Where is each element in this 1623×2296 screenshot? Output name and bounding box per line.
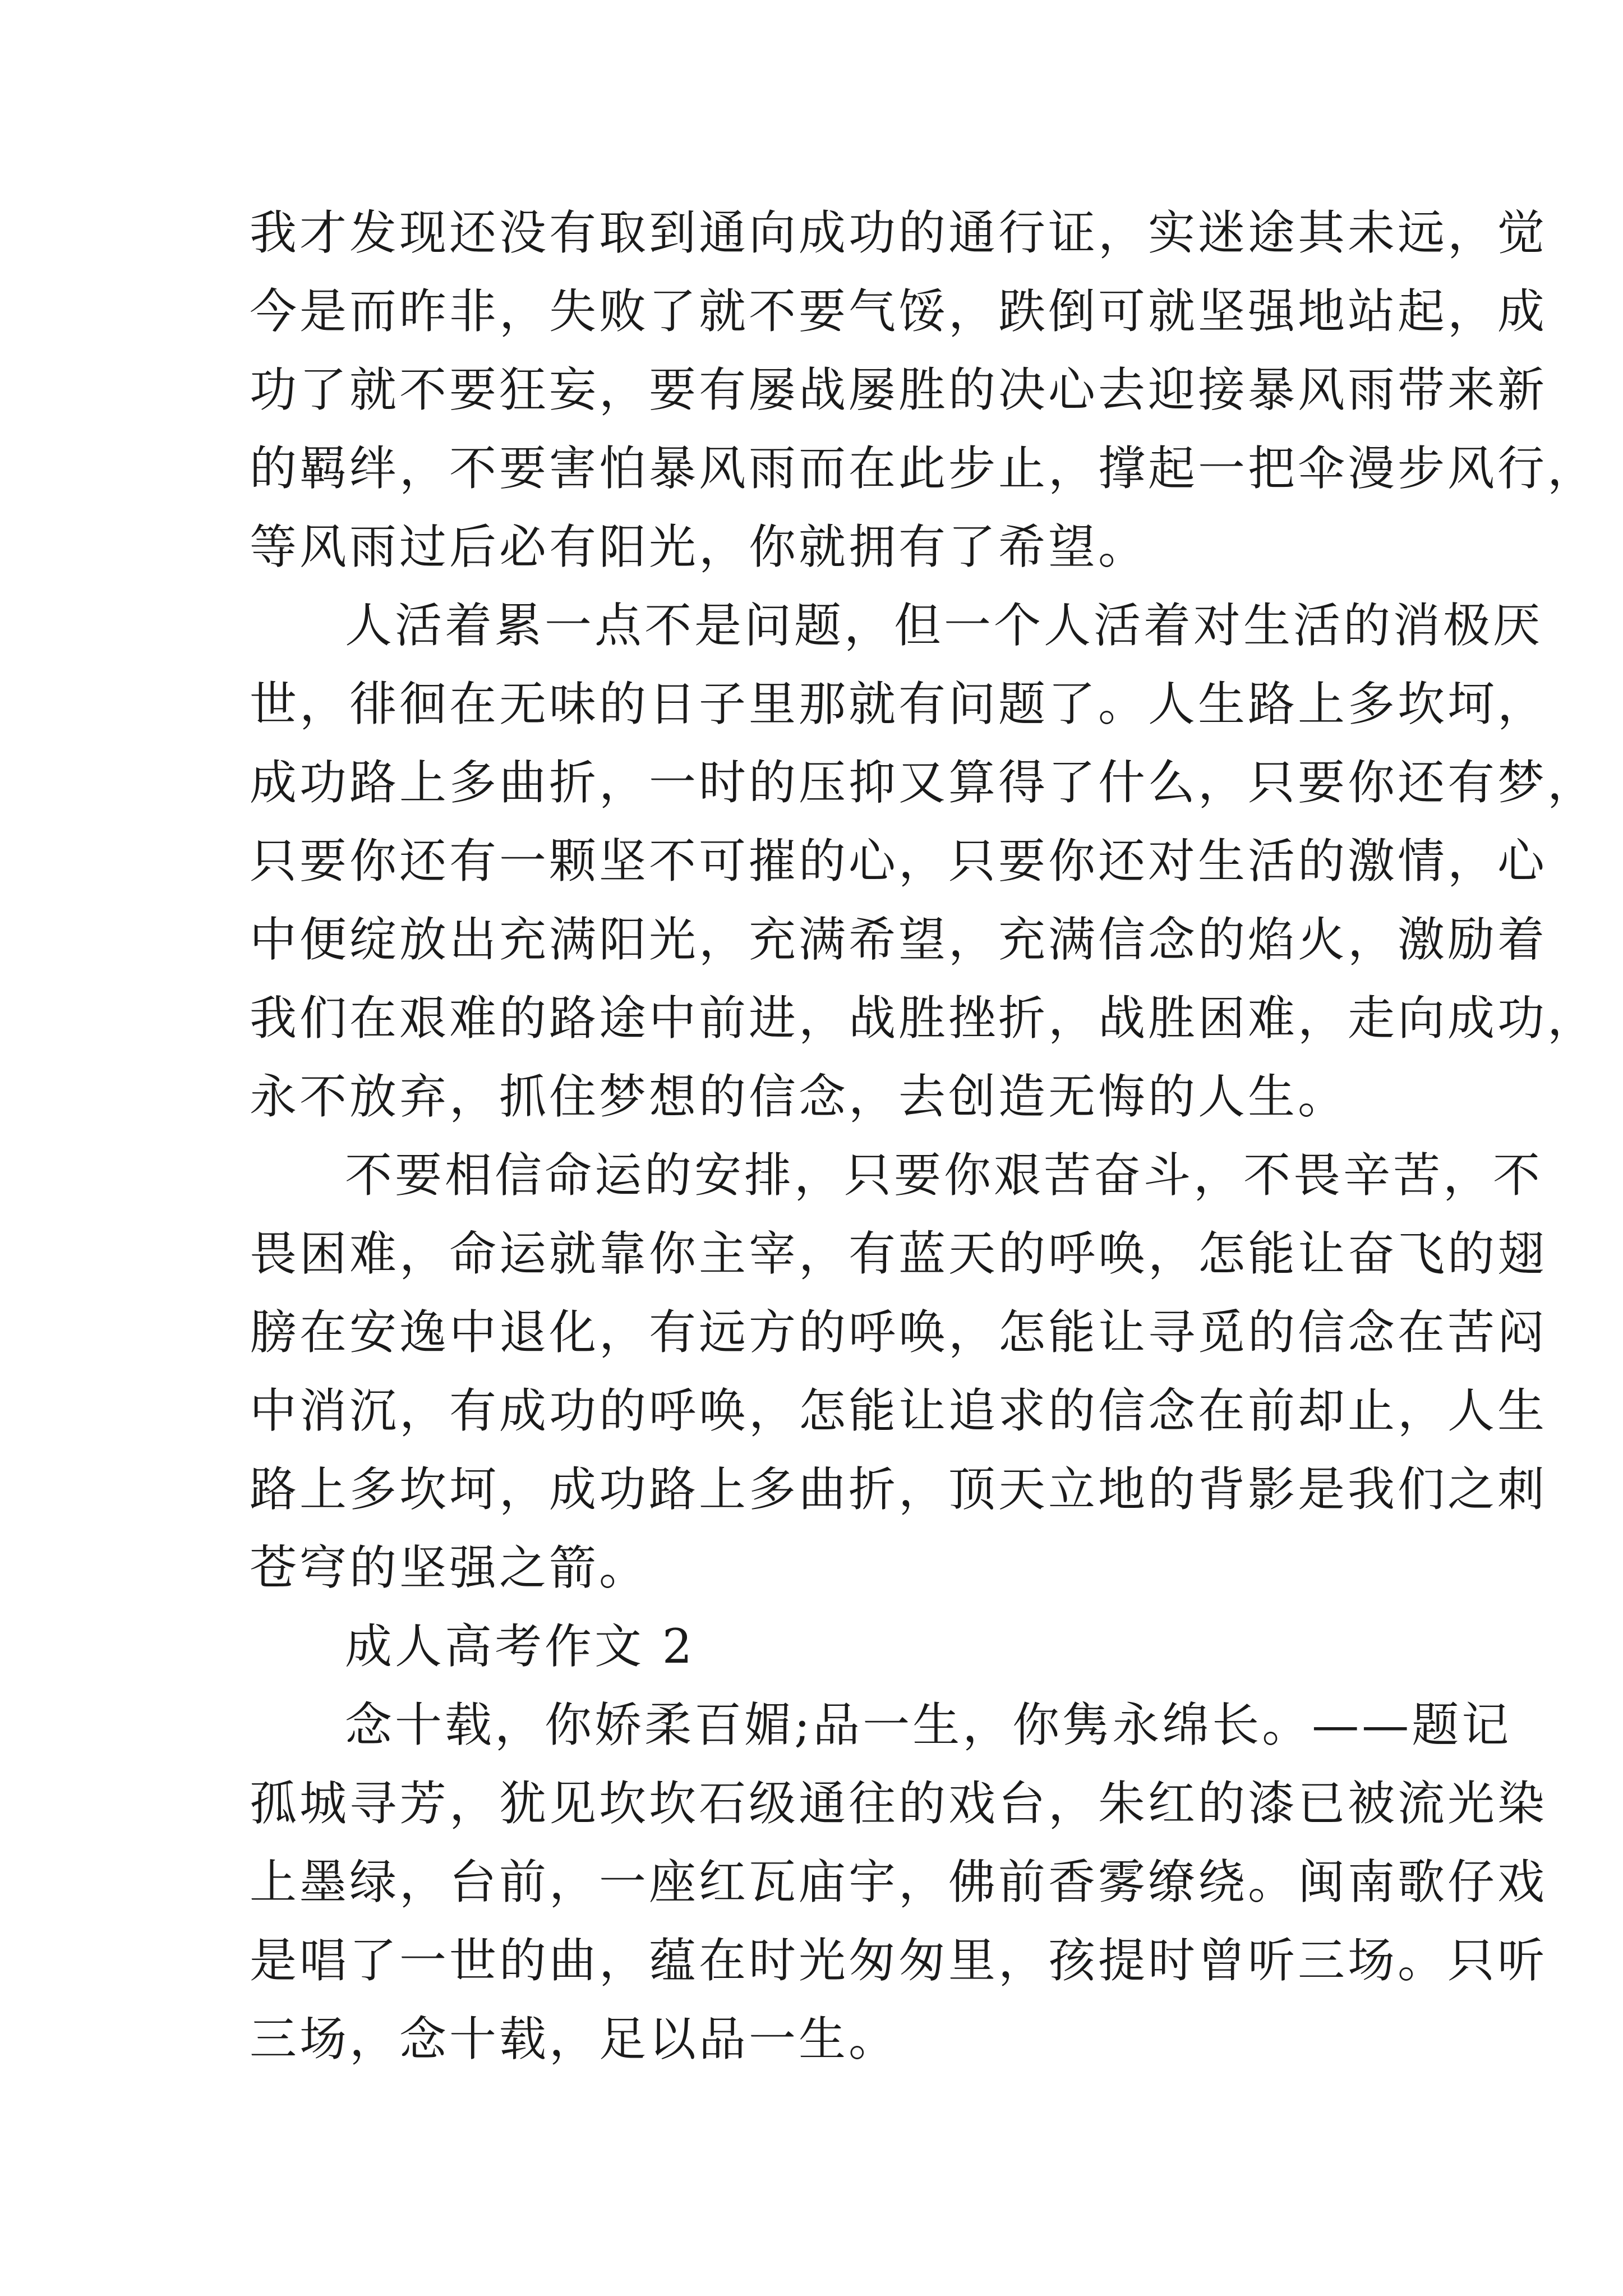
text-line: 上墨绿，台前，一座红瓦庙宇，佛前香雾缭绕。闽南歌仔戏 (250, 1855, 1548, 1910)
section-heading (250, 1607, 1388, 1686)
text-line: 膀在安逸中退化，有远方的呼唤，怎能让寻觅的信念在苦闷 (250, 1305, 1548, 1360)
text-line: 中消沉，有成功的呼唤，怎能让追求的信念在前却止，人生 (250, 1383, 1548, 1438)
text-line: 今是而昨非，失败了就不要气馁，跌倒可就坚强地站起，成 (250, 284, 1548, 339)
text-line: 念十载，你娇柔百媚;品一生，你隽永绵长。——题记 (345, 1697, 1512, 1752)
paragraph-3 (250, 1136, 1548, 1607)
text-line: 功了就不要狂妄，要有屡战屡胜的决心去迎接暴风雨带来新 (250, 362, 1548, 417)
text-line: 不要相信命运的安排，只要你艰苦奋斗，不畏辛苦，不 (345, 1148, 1543, 1203)
text-line: 我们在艰难的路途中前进，战胜挫折，战胜困难，走向成功， (250, 991, 1598, 1046)
text-line: 的羁绊，不要害怕暴风雨而在此步止，撑起一把伞漫步风行， (250, 441, 1598, 496)
text-line: 永不放弃，抓住梦想的信念，去创造无悔的人生。 (250, 1069, 1348, 1124)
paragraph-4 (250, 1686, 1548, 2078)
text-line: 成功路上多曲折，一时的压抑又算得了什么，只要你还有梦， (250, 755, 1598, 810)
text-line: 畏困难，命运就靠你主宰，有蓝天的呼唤，怎能让奋飞的翅 (250, 1226, 1548, 1281)
text-line: 孤城寻芳，犹见坎坎石级通往的戏台，朱红的漆已被流光染 (250, 1776, 1548, 1831)
text-line: 只要你还有一颗坚不可摧的心，只要你还对生活的激情，心 (250, 834, 1548, 889)
text-line: 路上多坎坷，成功路上多曲折，顶天立地的背影是我们之刺 (250, 1462, 1548, 1517)
text-line: 人活着累一点不是问题，但一个人活着对生活的消极厌 (345, 598, 1543, 653)
text-line: 三场，念十载，足以品一生。 (250, 2012, 899, 2067)
text-line: 等风雨过后必有阳光，你就拥有了希望。 (250, 519, 1149, 574)
text-line: 我才发现还没有取到通向成功的通行证，实迷途其未远，觉 (250, 205, 1548, 260)
paragraph-2 (250, 586, 1598, 1136)
text-line: 世，徘徊在无味的日子里那就有问题了。人生路上多坎坷， (250, 677, 1548, 731)
text-line: 是唱了一世的曲，蕴在时光匆匆里，孩提时曾听三场。只听 (250, 1933, 1548, 1988)
text-line: 苍穹的坚强之箭。 (250, 1540, 649, 1595)
heading-line: 成人高考作文 2 (345, 1619, 695, 1674)
text-line: 中便绽放出充满阳光，充满希望，充满信念的焰火，激励着 (250, 912, 1548, 967)
body-text (250, 194, 1598, 2078)
paragraph-1 (250, 194, 1598, 586)
